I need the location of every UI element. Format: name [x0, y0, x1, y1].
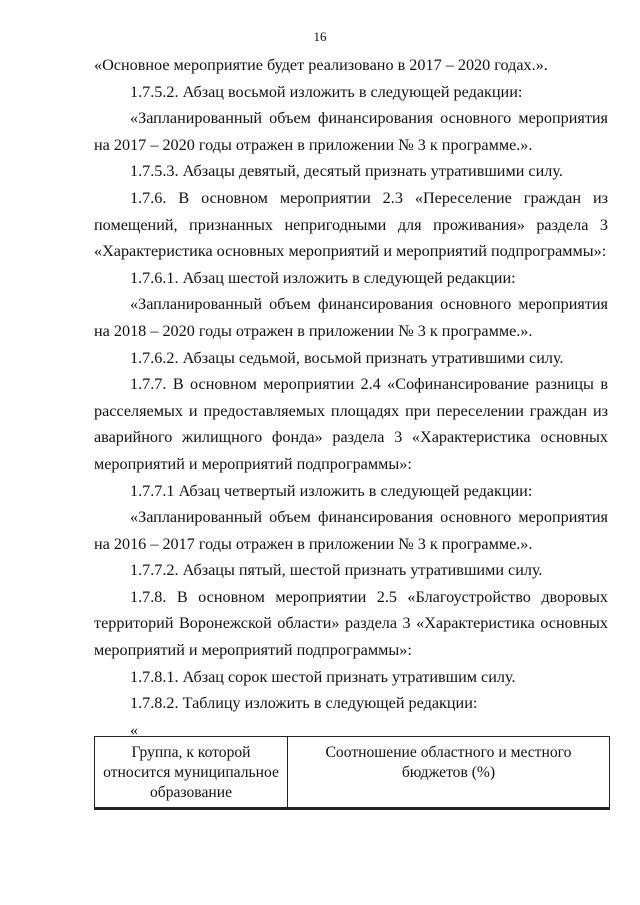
page-number: 16 — [313, 29, 327, 44]
paragraph: 1.7.6.1. Абзац шестой изложить в следующей редакции: — [130, 268, 516, 287]
paragraph: 1.7.8.1. Абзац сорок шестой признать утратившим силу. — [130, 667, 516, 686]
paragraph: 1.7.8. В основном мероприятии 2.5 «Благоустройство дворовых территорий Воронежской области» раздела 3 «Характеристика основных мероприятий и мероприятий подпрограммы»: — [94, 587, 608, 660]
paragraph: 1.7.7.1 Абзац четвертый изложить в следующей редакции: — [130, 481, 533, 500]
paragraph: 1.7.6. В основном мероприятии 2.3 «Переселение граждан из помещений, признанных непригодными для проживания» раздела 3 «Характеристика основных мероприятий и мероприятий подпрограммы»: — [94, 188, 608, 261]
paragraph: «Основное мероприятие будет реализовано в 2017 – 2020 годах.». — [94, 56, 548, 74]
table-header-group: Группа, к которой относится муниципальное образование — [95, 737, 288, 809]
paragraph: «Запланированный объем финансирования основного мероприятия на 2018 – 2020 годы отражен в приложении № 3 к программе.». — [94, 295, 608, 340]
document-body — [94, 52, 608, 747]
opening-quote-mark: « — [130, 720, 139, 739]
table-header-row — [95, 737, 610, 809]
paragraph: «Запланированный объем финансирования основного мероприятия на 2016 – 2017 годы отражен в приложении № 3 к программе.». — [94, 508, 608, 553]
paragraph: 1.7.8.2. Таблицу изложить в следующей редакции: — [130, 694, 478, 713]
paragraph: «Запланированный объем финансирования основного мероприятия на 2017 – 2020 годы отражен в приложении № 3 к программе.». — [94, 109, 608, 154]
paragraph: 1.7.5.2. Абзац восьмой изложить в следующей редакции: — [130, 82, 523, 101]
paragraph: 1.7.6.2. Абзацы седьмой, восьмой признать утратившими силу. — [130, 348, 564, 367]
paragraph: 1.7.7.2. Абзацы пятый, шестой признать утратившими силу. — [130, 561, 543, 580]
budget-ratio-table — [94, 736, 610, 810]
paragraph: 1.7.5.3. Абзацы девятый, десятый признать утратившими силу. — [130, 162, 563, 181]
table-header-ratio: Соотношение областного и местного бюджетов (%) — [288, 737, 610, 809]
paragraph: 1.7.7. В основном мероприятии 2.4 «Софинансирование разницы в расселяемых и предоставляемых площадях при переселении граждан из аварийного жилищного фонда» раздела 3 «Характеристика основных мероприятий и мероприятий подпрограммы»: — [94, 375, 608, 473]
